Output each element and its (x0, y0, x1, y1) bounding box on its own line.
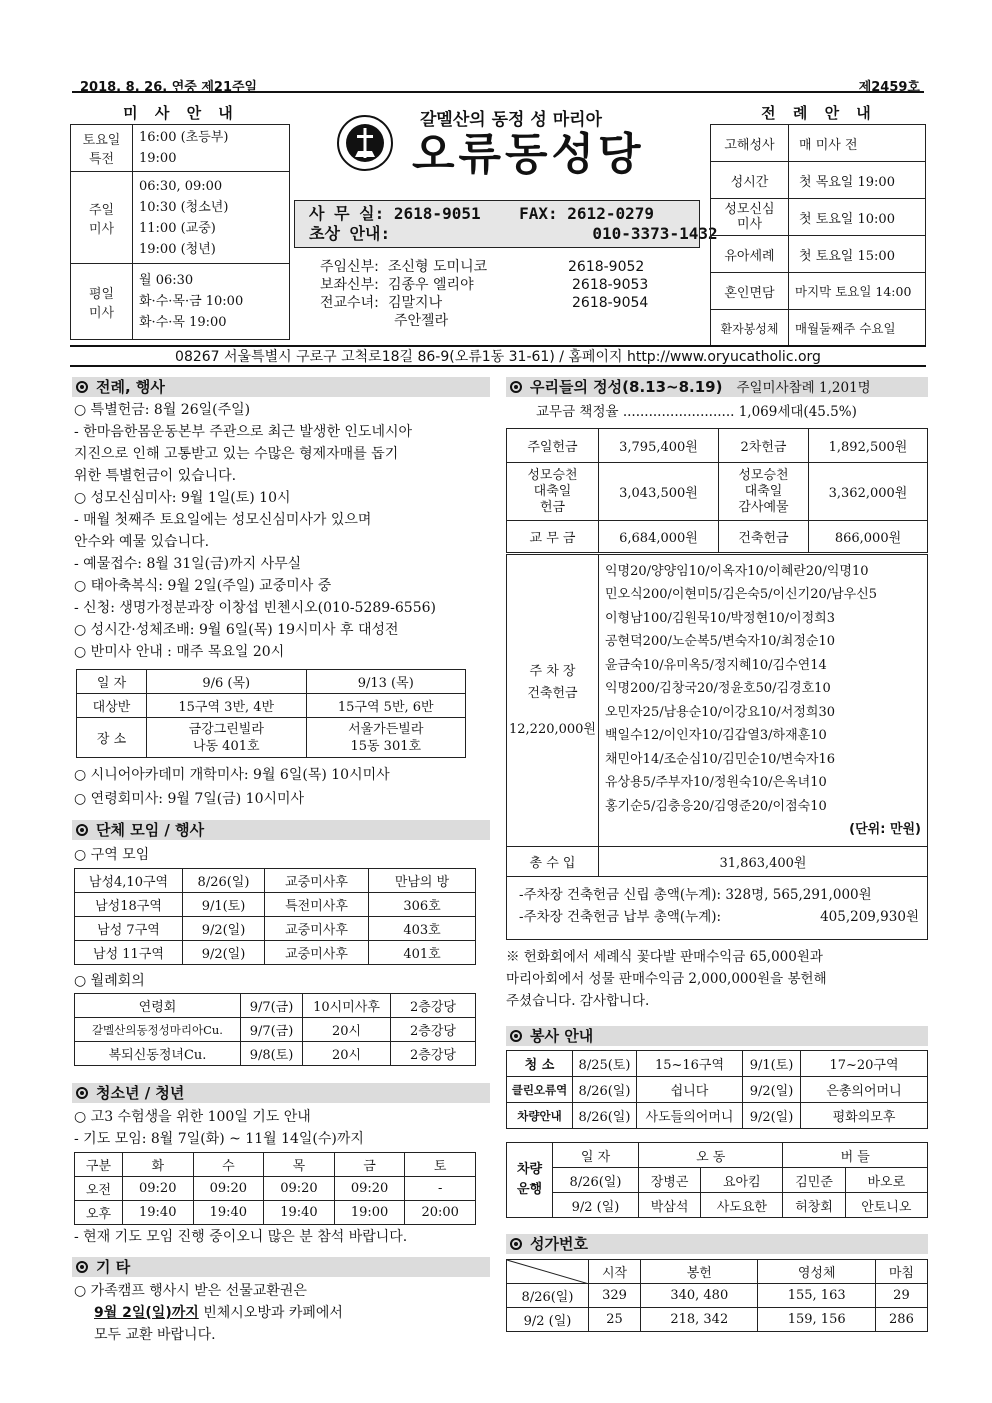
rite-table (710, 124, 926, 347)
rite-key: 환자봉성체 (711, 310, 789, 347)
bullet-icon (76, 824, 88, 836)
donor-list: 익명20/양양임10/이옥자10/이혜란20/익명10 민오식200/이현미5/김은숙5/이신기20/남우신5 이형남100/김원묵10/박정현10/이정희3 공현덕200/노순복5/변숙자10/최정순10 윤금숙10/유미옥5/정지혜10/김수연14 익명200/김창국20/정윤호50/김경호10 오민자25/남용순10/이강요10/서정희30 백일수12/이인자10/김갑열3/하재훈10 채민아14/조순심10/김민순10/변숙자16 유상용5/주부자10/정원숙10/은옥녀10 홍기순5/김충응20/김영준20/이점숙10 (단위: 만원) (599, 555, 928, 847)
rite-key: 혼인면담 (711, 273, 789, 310)
mass-key: 토요일 특전 (71, 125, 133, 172)
office-box (294, 200, 718, 248)
rite-key: 유아세례 (711, 236, 789, 273)
bullet-icon (510, 1238, 522, 1250)
thanks-note: ※ 헌화회에서 세례식 꽃다발 판매수익금 65,000원과 마리아회에서 성물 판매수익금 2,000,000원을 봉헌해 주셨습니다. 감사합니다. (506, 949, 827, 1009)
rite-value: 매 미사 전 (789, 125, 926, 162)
mass-key: 평일 미사 (71, 264, 133, 340)
rite-value: 마지막 토요일 14:00 (789, 273, 926, 310)
liturgy-text: ○ 특별헌금: 8월 26일(주일) - 한마음한몸운동본부 주관으로 최근 발생한 인도네시아 지진으로 인해 고통받고 있는 수많은 형제자매를 돕기 위한 특별헌금이 있습니다. ○ 성모신심미사: 9월 1일(토) 10시 - 매월 첫째주 토요일에는 성모신심미사가 있으며 안수와 예물 있습니다. - 예물접수: 8월 31일(금)까지 사무실 ○ 태아축복식: 9월 2일(주일) 교중미사 중 - 신청: 생명가정분과장 이창섭 빈첸시오(010-5289-6556) ○ 성시간·성체조배: 9월 6일(목) 19시미사 후 대성전 ○ 반미사 안내 : 매주 목요일 20시 (74, 402, 436, 660)
etc-text: ○ 가족캠프 행사시 받은 선물교환권은 9월 2일(일)까지 빈체시오방과 카페에서 모두 교환 바랍니다. (74, 1283, 343, 1343)
mass-times: 월 06:30 화·수·목·금 10:00 화·수·목 19:00 (133, 264, 290, 340)
mass-times: 16:00 (초등부) 19:00 (133, 125, 290, 172)
ban-mass-table: 일 자 9/6 (목) 9/13 (목) 대상반 15구역 3반, 4반 15구역 5반, 6반 장 소 금강그린빌라 나동 401호 서울가든빌라 15동 301호 (76, 669, 466, 758)
parking-table: 주 차 장 건축헌금 12,220,000원 익명20/양양임10/이옥자10/이혜란20/익명10 민오식200/이현미5/김은숙5/이신기20/남우신5 이형남100/김원묵10/박정현10/이정희3 공현덕200/노순복5/변숙자10/최정순10 윤금숙10/유미옥5/정지혜10/김수연14 익명200/김창국20/정윤호50/김경호10 오민자25/남용순10/이강요10/서정희30 백일수12/이인자10/김갑열3/하재훈10 채민아14/조순심10/김민순10/변숙자16 유상용5/주부자10/정원숙10/은옥녀10 홍기순5/김충응20/김영준20/이점숙10 (단위: 만원) 총 수 입 31,863,400원 (506, 554, 928, 877)
hymn-table: 시작 봉헌 영성체 마침 8/26(일) 329 340, 480 155, 163 29 9/2 (일) 25 218, 342 159, 156 286 (506, 1259, 928, 1332)
mass-times: 06:30, 09:00 10:30 (청소년) 11:00 (교중) 19:00 (청년) (133, 172, 290, 264)
hymn-corner (507, 1260, 589, 1284)
mass-table (70, 124, 290, 340)
mass-key: 주일 미사 (71, 172, 133, 264)
section-hymn: 성가번호 (506, 1234, 928, 1254)
service-table: 청 소 8/25(토) 15~16구역 9/1(토) 17~20구역 클린오류역 8/26(일) 쉽니다 9/2(일) 은총의어머니 차량안내 8/26(일) 사도들의어머니 9/2(일) 평화의모후 (506, 1050, 928, 1129)
parking-label: 주 차 장 건축헌금 12,220,000원 (507, 555, 599, 847)
rite-value: 매월둘째주 수요일 (789, 310, 926, 347)
parish-subtitle: 갈멜산의 동정 성 마리아 (420, 110, 602, 130)
section-service: 봉사 안내 (506, 1026, 928, 1046)
groups-sub1: ○ 구역 모임 (74, 847, 150, 863)
mass-guide-title: 미 사 안 내 (123, 104, 239, 122)
bullet-icon (510, 1030, 522, 1042)
finance-rate: 교무금 책정율 .......................... 1,069세대(45.5%) (536, 404, 857, 420)
rite-value: 첫 목요일 19:00 (789, 162, 926, 199)
funeral-contact: 초상 안내: 010-3373-1432 (309, 224, 718, 243)
youth-text: ○ 고3 수험생을 위한 100일 기도 안내 - 기도 모임: 8월 7일(화) ~ 11월 14일(수)까지 (74, 1109, 364, 1147)
district-table: 남성4,10구역 8/26(일) 교중미사후 만남의 방 남성18구역 9/1(토) 특전미사후 306호 남성 7구역 9/2(일) 교중미사후 403호 남성 11구역 9/2(일) 교중미사후 401호 (74, 868, 476, 965)
monthly-table: 연령회 9/7(금) 10시미사후 2층강당 갈멜산의동정성마리아Cu. 9/7(금) 20시 2층강당 복되신동정녀Cu. 9/8(토) 20시 2층강당 (74, 993, 476, 1066)
finance-table: 주일헌금 3,795,400원 2차헌금 1,892,500원 성모승천 대축일 헌금 3,043,500원 성모승천 대축일 감사예물 3,362,000원 교 무 금 6,684,000원 건축헌금 866,000원 (506, 428, 928, 553)
section-youth: 청소년 / 청년 (72, 1083, 490, 1103)
section-etc: 기 타 (72, 1257, 490, 1277)
bullet-icon (76, 1087, 88, 1099)
issue-date: 2018. 8. 26. 연중 제21주일 (80, 80, 258, 95)
liturgy-after: ○ 시니어아카데미 개학미사: 9월 6일(목) 10시미사 ○ 연령회미사: 9월 7일(금) 10시미사 (74, 767, 390, 807)
section-groups: 단체 모임 / 행사 (72, 820, 490, 840)
rite-guide-title: 전 례 안 내 (761, 104, 877, 122)
parish-name: 오류동성당 (412, 129, 645, 180)
prayer-table: 구분 화 수 목 금 토 오전 09:20 09:20 09:20 09:20 - 오후 19:40 19:40 19:40 19:00 20:00 (74, 1152, 476, 1225)
section-finance: 우리들의 정성(8.13~8.19) 주일미사참례 1,201명 (506, 377, 928, 397)
rite-value: 첫 토요일 15:00 (789, 236, 926, 273)
rite-key: 고해성사 (711, 125, 789, 162)
staff-list: 주임신부: 조신형 도미니코 2618-9052 보좌신부: 김종우 엘리야 2618-9053 전교수녀: 김말지나 2618-9054 주안젤라 (320, 259, 649, 329)
top-line (72, 76, 924, 93)
address-bar: 08267 서울특별시 구로구 고척로18길 86-9(오류1동 31-61) / 홈페이지 http://www.oryucatholic.org (70, 345, 926, 367)
bullet-icon (510, 381, 522, 393)
rite-key: 성시간 (711, 162, 789, 199)
issue-number: 제2459호 (858, 80, 920, 95)
rite-key: 성모신심 미사 (711, 199, 789, 236)
bullet-icon (76, 1261, 88, 1273)
youth-note: - 현재 기도 모임 진행 중이오니 많은 분 참석 바랍니다. (74, 1229, 408, 1245)
groups-sub2: ○ 월례회의 (74, 973, 145, 989)
parish-seal-icon (336, 113, 394, 173)
parking-notes: -주차장 건축헌금 신립 총액(누계): 328명, 565,291,000원 -주차장 건축헌금 납부 총액(누계): 405,209,930원 (506, 876, 928, 940)
rite-value: 첫 토요일 10:00 (789, 199, 926, 236)
bullet-icon (76, 381, 88, 393)
section-liturgy: 전례, 행사 (72, 377, 490, 397)
car-table: 차량 운행 일 자 오 동 버 들 8/26(일) 장병곤 요아킴 김민준 바오로 9/2 (일) 박삼석 사도요한 허창회 안토니오 (506, 1142, 928, 1218)
office-phone: 사 무 실: 2618-9051 FAX: 2612-0279 (309, 204, 654, 223)
